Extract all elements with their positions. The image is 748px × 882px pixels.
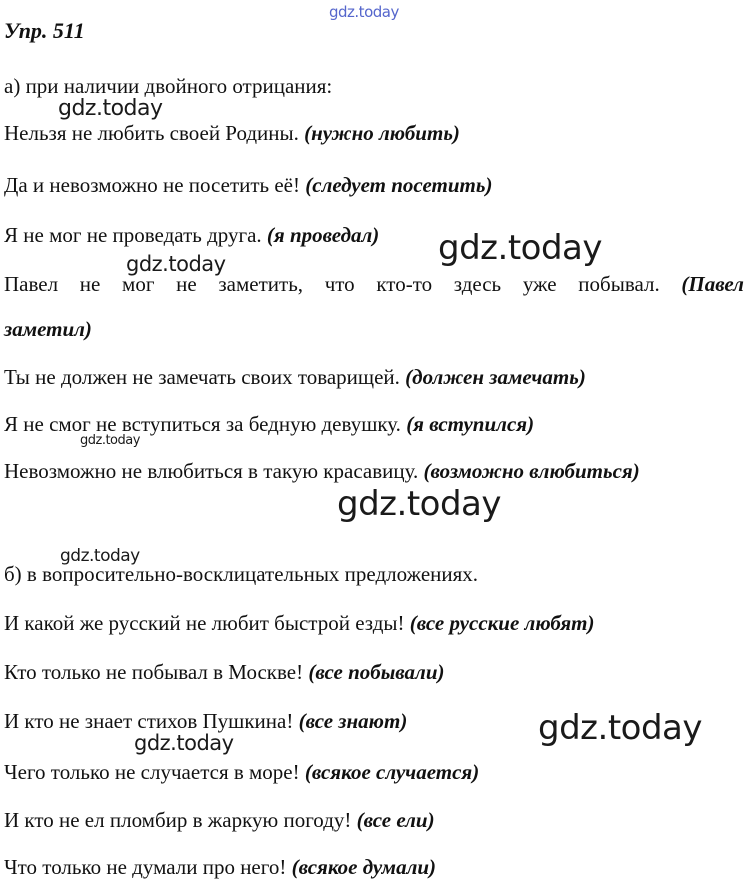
watermark: gdz.today xyxy=(126,252,226,276)
sentence-text: Что только не думали про него! xyxy=(4,855,287,879)
sentence-note: (должен замечать) xyxy=(405,365,586,389)
sentence-text-word: уже xyxy=(522,272,557,296)
sentence-a5 xyxy=(4,365,586,390)
sentence-note: (следует посетить) xyxy=(305,173,493,197)
sentence-note: (всякое случается) xyxy=(304,760,480,784)
sentence-text-word: кто-то xyxy=(376,272,433,296)
sentence-text: Я не смог не вступиться за бедную девушку. xyxy=(4,412,401,436)
sentence-text: Да и невозможно не посетить её! xyxy=(4,173,300,197)
sentence-note: (все ели) xyxy=(356,808,435,832)
sentence-text-word: не xyxy=(79,272,101,296)
sentence-note-cont: заметил) xyxy=(4,317,92,341)
sentence-b6 xyxy=(4,855,436,880)
sentence-text: Невозможно не влюбиться в такую красавицу. xyxy=(4,459,419,483)
sentence-a4 xyxy=(4,272,744,297)
sentence-a4-cont xyxy=(4,317,92,342)
sentence-note: (я проведал) xyxy=(266,223,380,247)
sentence-note: (всякое думали) xyxy=(291,855,437,879)
sentence-text: И кто не ел пломбир в жаркую погоду! xyxy=(4,808,352,832)
sentence-text: Кто только не побывал в Москве! xyxy=(4,660,304,684)
sentence-b1 xyxy=(4,611,594,636)
watermark: gdz.today xyxy=(134,731,234,755)
sentence-b2 xyxy=(4,660,445,685)
sentence-note: (все русские любят) xyxy=(409,611,595,635)
sentence-text-word: мог xyxy=(122,272,155,296)
watermark-top: gdz.today xyxy=(329,3,399,21)
sentence-a7 xyxy=(4,459,640,484)
watermark: gdz.today xyxy=(538,708,702,748)
sentence-note: (возможно влюбиться) xyxy=(423,459,640,483)
sentence-text-word: не xyxy=(176,272,197,296)
sentence-a2 xyxy=(4,173,492,198)
watermark: gdz.today xyxy=(60,546,140,566)
exercise-title: Упр. 511 xyxy=(4,18,85,43)
sentence-text-word: побывал. xyxy=(578,272,660,296)
sentence-a1 xyxy=(4,121,460,146)
watermark: gdz.today xyxy=(337,484,501,524)
sentence-note: (все побывали) xyxy=(308,660,445,684)
watermark: gdz.today xyxy=(58,96,163,121)
sentence-text-word: что xyxy=(324,272,355,296)
sentence-text-word: здесь xyxy=(453,272,502,296)
sentence-note: (все знают) xyxy=(298,709,408,733)
sentence-b5 xyxy=(4,808,435,833)
watermark: gdz.today xyxy=(80,433,140,448)
sentence-text: Ты не должен не замечать своих товарищей. xyxy=(4,365,400,389)
sentence-text-word: Павел xyxy=(4,272,59,296)
sentence-text: Чего только не случается в море! xyxy=(4,760,300,784)
sentence-b4 xyxy=(4,760,479,785)
section-a-heading: а) при наличии двойного отрицания: xyxy=(4,74,333,98)
sentence-note: (нужно любить) xyxy=(304,121,460,145)
sentence-note: (я вступился) xyxy=(406,412,535,436)
sentence-a3 xyxy=(4,223,379,248)
sentence-text: И кто не знает стихов Пушкина! xyxy=(4,709,294,733)
section-b-heading: б) в вопросительно-восклицательных предложениях. xyxy=(4,562,479,586)
sentence-text: Нельзя не любить своей Родины. xyxy=(4,121,299,145)
sentence-note: (Павел xyxy=(681,272,744,296)
sentence-text: Я не мог не проведать друга. xyxy=(4,223,262,247)
watermark: gdz.today xyxy=(438,228,602,268)
sentence-text-word: заметить, xyxy=(218,272,304,296)
sentence-text: И какой же русский не любит быстрой езды! xyxy=(4,611,405,635)
